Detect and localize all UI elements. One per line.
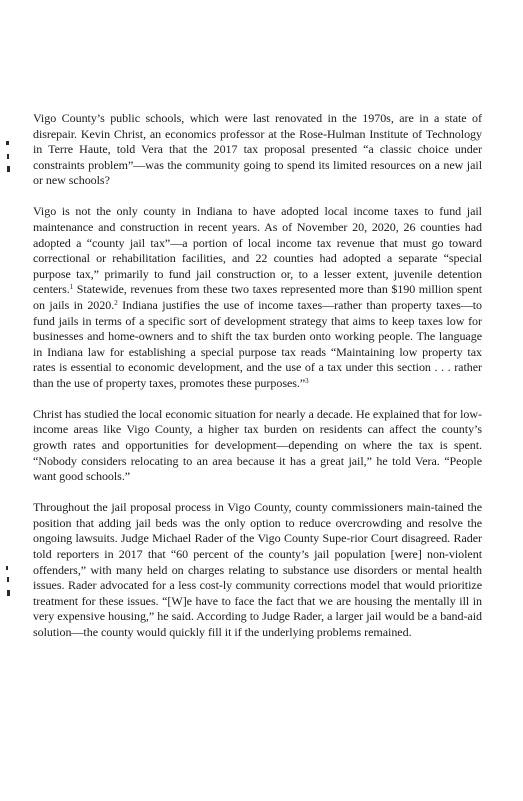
paragraph-text: Vigo County’s public schools, which were last renovated in the 1970s, are in a state of disrepair. Kevin Christ, an economics professor at the Rose-Hulman Institute of Technology in Terre Haute, told Vera that the 2017 tax proposal presented “a classic choice under constraints problem”—was the community going to spend its limited resources on a new jail or new schools? [33, 111, 482, 188]
paragraph-judge-rader [33, 500, 482, 640]
document-page [33, 111, 482, 641]
gutter-mark [6, 141, 9, 145]
footnote-ref-1[interactable]: 1 [69, 283, 74, 292]
footnote-ref-2[interactable]: 2 [114, 298, 118, 307]
gutter-mark [7, 590, 10, 596]
paragraph-school-disrepair [33, 111, 482, 189]
paragraph-text: Vigo is not the only county in Indiana to have adopted local income taxes to fund jail maintenance and construction in recent years. As of November 20, 2020, 26 counties had adopted a “county jail tax”—a portion of local income tax revenue that must go toward correctional or rehabilitation facilities, and 22 counties had adopted a separate “special purpose tax,” primarily to fund jail construction or, to a lesser extent, juvenile detention centers. [33, 204, 482, 297]
paragraph-text: Statewide, revenues from these two taxes represented more than $190 million spent on jails in 2020. [33, 282, 482, 312]
paragraph-text: Christ has studied the local economic situation for nearly a decade. He explained that for low-income areas like Vigo County, a higher tax burden on residents can affect the county’s growth rates and opportunities for development—depending on where the tax is spent. “Nobody considers relocating to an area because it has a great jail,” he told Vera. “People want good schools.” [33, 406, 482, 484]
paragraph-economic-situation [33, 407, 482, 485]
paragraph-text: Throughout the jail proposal process in Vigo County, county commissioners main-tained the position that adding jail beds was the only option to reduce overcrowding and resolve the ongoing lawsuits. Judge Michael Rader of the Vigo County Supe-rior Court disagreed. Rader told reporters in 2017 that “60 percent of the county’s jail population [were] non-violent offenders,” with many held on charges relating to substance use disorders or mental health issues. Rader advocated for a less cost-ly community corrections model that would prioritize treatment for these issues. “[W]e have to face the fact that we are housing the mentally ill in very expensive housing,” he said. According to Judge Rader, a larger jail would be a band-aid solution—the county would quickly fill it if the underlying problems remained. [33, 500, 482, 639]
gutter-mark [6, 566, 8, 570]
footnote-ref-3[interactable]: 3 [305, 376, 309, 385]
paragraph-text: Indiana justifies the use of income taxes—rather than property taxes—to fund jails in terms of a specific sort of development strategy that aims to keep taxes low for businesses and home-owners and to shift the tax burden onto working people. The language in Indiana law for establishing a special purpose tax reads “Maintaining low property tax rates is essential to economic development, and the use of a tax under this section . . . rather than the use of property taxes, promotes these purposes.” [33, 297, 482, 390]
gutter-mark [7, 577, 9, 582]
gutter-mark [7, 166, 10, 172]
paragraph-income-taxes [33, 204, 482, 391]
gutter-mark [7, 154, 9, 159]
